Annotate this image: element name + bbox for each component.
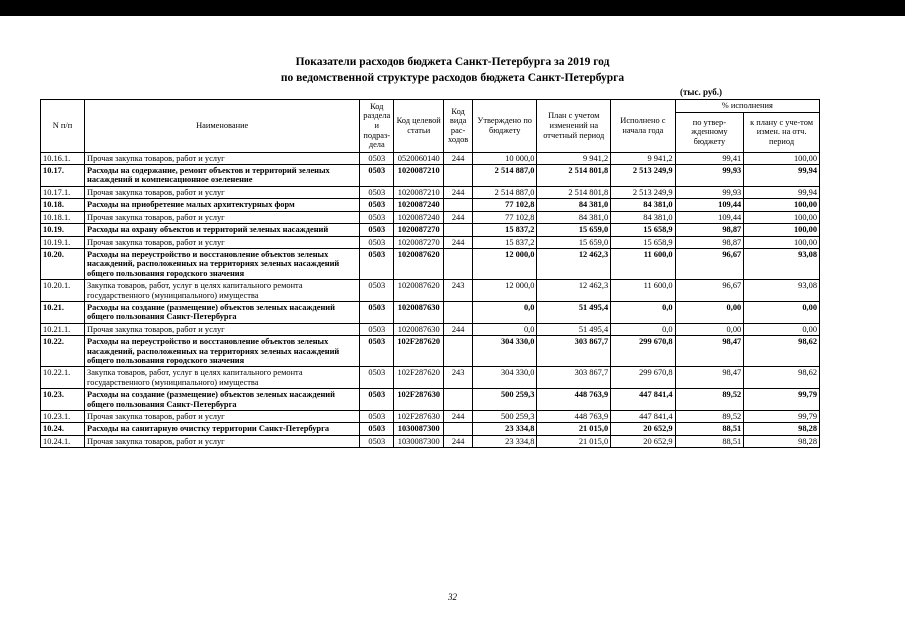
- row-percent-approved-cell: 98,87: [675, 236, 744, 248]
- row-target-code-cell: 102F287630: [394, 411, 444, 423]
- row-executed-cell: 2 513 249,9: [611, 165, 675, 187]
- row-kind-code-cell: [444, 224, 473, 236]
- page-number: 32: [448, 592, 457, 602]
- row-executed-cell: 20 652,9: [611, 423, 675, 435]
- row-kind-code-cell: [444, 389, 473, 411]
- row-section-code-cell: 0503: [360, 165, 394, 187]
- row-percent-plan-cell: 100,00: [744, 211, 820, 223]
- row-number-cell: 10.19.: [41, 224, 85, 236]
- row-executed-cell: 0,0: [611, 323, 675, 335]
- table-row: [41, 152, 820, 164]
- row-plan-cell: 2 514 801,8: [537, 186, 611, 198]
- table-row: [41, 186, 820, 198]
- row-kind-code-cell: 244: [444, 152, 473, 164]
- row-section-code-cell: 0503: [360, 301, 394, 323]
- row-approved-cell: 10 000,0: [472, 152, 536, 164]
- row-executed-cell: 9 941,2: [611, 152, 675, 164]
- row-executed-cell: 20 652,9: [611, 435, 675, 447]
- header-approved: Утверждено по бюджету: [472, 100, 536, 153]
- row-approved-cell: 0,0: [472, 301, 536, 323]
- row-percent-plan-cell: 98,62: [744, 367, 820, 389]
- row-percent-plan-cell: 100,00: [744, 199, 820, 211]
- row-kind-code-cell: [444, 336, 473, 367]
- row-name-cell: Закупка товаров, работ, услуг в целях капитального ремонта государственного (муниципального) имущества: [85, 367, 360, 389]
- row-name-cell: Прочая закупка товаров, работ и услуг: [85, 186, 360, 198]
- row-section-code-cell: 0503: [360, 280, 394, 302]
- row-kind-code-cell: 243: [444, 367, 473, 389]
- row-plan-cell: 448 763,9: [537, 411, 611, 423]
- row-percent-approved-cell: 98,87: [675, 224, 744, 236]
- table-row: [41, 280, 820, 302]
- row-approved-cell: 15 837,2: [472, 236, 536, 248]
- row-approved-cell: 23 334,8: [472, 423, 536, 435]
- row-section-code-cell: 0503: [360, 186, 394, 198]
- row-percent-approved-cell: 96,67: [675, 248, 744, 279]
- row-approved-cell: 77 102,8: [472, 211, 536, 223]
- row-target-code-cell: 0520060140: [394, 152, 444, 164]
- row-executed-cell: 447 841,4: [611, 411, 675, 423]
- row-percent-plan-cell: 99,79: [744, 389, 820, 411]
- row-kind-code-cell: 244: [444, 186, 473, 198]
- row-plan-cell: 2 514 801,8: [537, 165, 611, 187]
- row-target-code-cell: 1020087210: [394, 165, 444, 187]
- row-percent-plan-cell: 0,00: [744, 301, 820, 323]
- row-approved-cell: 15 837,2: [472, 224, 536, 236]
- header-executed: Исполнено с начала года: [611, 100, 675, 153]
- row-name-cell: Прочая закупка товаров, работ и услуг: [85, 152, 360, 164]
- row-section-code-cell: 0503: [360, 211, 394, 223]
- table-row: [41, 236, 820, 248]
- row-kind-code-cell: [444, 165, 473, 187]
- table-body: [41, 152, 820, 448]
- row-number-cell: 10.22.1.: [41, 367, 85, 389]
- row-approved-cell: 12 000,0: [472, 248, 536, 279]
- row-target-code-cell: 1020087630: [394, 323, 444, 335]
- row-percent-approved-cell: 98,47: [675, 367, 744, 389]
- row-target-code-cell: 1020087270: [394, 224, 444, 236]
- table-row: [41, 411, 820, 423]
- row-number-cell: 10.22.: [41, 336, 85, 367]
- row-target-code-cell: 1020087270: [394, 236, 444, 248]
- row-executed-cell: 11 600,0: [611, 280, 675, 302]
- row-plan-cell: 303 867,7: [537, 367, 611, 389]
- row-plan-cell: 15 659,0: [537, 224, 611, 236]
- row-plan-cell: 448 763,9: [537, 389, 611, 411]
- row-section-code-cell: 0503: [360, 367, 394, 389]
- row-executed-cell: 447 841,4: [611, 389, 675, 411]
- row-name-cell: Закупка товаров, работ, услуг в целях капитального ремонта государственного (муниципального) имущества: [85, 280, 360, 302]
- table-row: [41, 301, 820, 323]
- row-number-cell: 10.16.1.: [41, 152, 85, 164]
- row-name-cell: Прочая закупка товаров, работ и услуг: [85, 323, 360, 335]
- row-plan-cell: 84 381,0: [537, 199, 611, 211]
- row-percent-plan-cell: 99,94: [744, 186, 820, 198]
- row-percent-plan-cell: 99,94: [744, 165, 820, 187]
- row-name-cell: Расходы на переустройство и восстановление объектов зеленых насаждений, расположенных на территориях зеленых насаждений общего пользования городского значения: [85, 248, 360, 279]
- row-executed-cell: 84 381,0: [611, 211, 675, 223]
- row-number-cell: 10.20.: [41, 248, 85, 279]
- table-row: [41, 199, 820, 211]
- row-section-code-cell: 0503: [360, 152, 394, 164]
- row-target-code-cell: 102F287620: [394, 367, 444, 389]
- row-executed-cell: 299 670,8: [611, 367, 675, 389]
- header-percent-group: % исполнения: [675, 100, 819, 113]
- row-name-cell: Расходы на содержание, ремонт объектов и территорий зеленых насаждений и компенсационное озеленение: [85, 165, 360, 187]
- row-executed-cell: 15 658,9: [611, 236, 675, 248]
- table-row: [41, 323, 820, 335]
- table-row: [41, 224, 820, 236]
- row-number-cell: 10.17.1.: [41, 186, 85, 198]
- row-number-cell: 10.21.1.: [41, 323, 85, 335]
- header-percent-plan: к плану с уче-том измен. на отч. период: [744, 112, 820, 152]
- page-subtitle: по ведомственной структуре расходов бюджета Санкт-Петербурга: [280, 72, 625, 84]
- scan-top-border: [0, 0, 905, 16]
- row-percent-approved-cell: 96,67: [675, 280, 744, 302]
- row-name-cell: Прочая закупка товаров, работ и услуг: [85, 435, 360, 447]
- row-kind-code-cell: 244: [444, 435, 473, 447]
- table-row: [41, 423, 820, 435]
- row-approved-cell: 23 334,8: [472, 435, 536, 447]
- row-name-cell: Расходы на приобретение малых архитектурных форм: [85, 199, 360, 211]
- row-percent-approved-cell: 98,47: [675, 336, 744, 367]
- row-target-code-cell: 1030087300: [394, 435, 444, 447]
- row-approved-cell: 304 330,0: [472, 367, 536, 389]
- budget-table: [40, 99, 820, 448]
- row-section-code-cell: 0503: [360, 423, 394, 435]
- table-row: [41, 211, 820, 223]
- row-target-code-cell: 1020087240: [394, 199, 444, 211]
- header-kind-code: Код вида рас-ходов: [444, 100, 473, 153]
- row-plan-cell: 9 941,2: [537, 152, 611, 164]
- row-name-cell: Расходы на санитарную очистку территории Санкт-Петербурга: [85, 423, 360, 435]
- row-approved-cell: 2 514 887,0: [472, 165, 536, 187]
- row-kind-code-cell: 244: [444, 211, 473, 223]
- row-name-cell: Прочая закупка товаров, работ и услуг: [85, 211, 360, 223]
- table-row: [41, 165, 820, 187]
- table-row: [41, 389, 820, 411]
- row-kind-code-cell: 244: [444, 411, 473, 423]
- row-section-code-cell: 0503: [360, 411, 394, 423]
- row-percent-plan-cell: 100,00: [744, 236, 820, 248]
- row-kind-code-cell: [444, 423, 473, 435]
- row-percent-approved-cell: 99,41: [675, 152, 744, 164]
- row-kind-code-cell: 243: [444, 280, 473, 302]
- row-approved-cell: 77 102,8: [472, 199, 536, 211]
- row-section-code-cell: 0503: [360, 199, 394, 211]
- row-approved-cell: 304 330,0: [472, 336, 536, 367]
- row-executed-cell: 84 381,0: [611, 199, 675, 211]
- row-executed-cell: 11 600,0: [611, 248, 675, 279]
- row-plan-cell: 15 659,0: [537, 236, 611, 248]
- header-num: N п/п: [41, 100, 85, 153]
- header-plan: План с учетом изменений на отчетный период: [537, 100, 611, 153]
- row-percent-approved-cell: 89,52: [675, 389, 744, 411]
- row-approved-cell: 12 000,0: [472, 280, 536, 302]
- row-number-cell: 10.21.: [41, 301, 85, 323]
- row-kind-code-cell: 244: [444, 236, 473, 248]
- row-kind-code-cell: [444, 199, 473, 211]
- row-name-cell: Прочая закупка товаров, работ и услуг: [85, 411, 360, 423]
- row-plan-cell: 12 462,3: [537, 280, 611, 302]
- row-percent-plan-cell: 100,00: [744, 224, 820, 236]
- row-section-code-cell: 0503: [360, 224, 394, 236]
- row-number-cell: 10.20.1.: [41, 280, 85, 302]
- row-target-code-cell: 1020087630: [394, 301, 444, 323]
- row-number-cell: 10.23.: [41, 389, 85, 411]
- row-section-code-cell: 0503: [360, 236, 394, 248]
- row-approved-cell: 2 514 887,0: [472, 186, 536, 198]
- row-target-code-cell: 1030087300: [394, 423, 444, 435]
- row-plan-cell: 21 015,0: [537, 435, 611, 447]
- header-target-code: Код целевой статьи: [394, 100, 444, 153]
- row-plan-cell: 21 015,0: [537, 423, 611, 435]
- row-number-cell: 10.18.: [41, 199, 85, 211]
- row-percent-approved-cell: 109,44: [675, 199, 744, 211]
- row-percent-approved-cell: 88,51: [675, 435, 744, 447]
- row-section-code-cell: 0503: [360, 336, 394, 367]
- row-executed-cell: 2 513 249,9: [611, 186, 675, 198]
- row-section-code-cell: 0503: [360, 323, 394, 335]
- row-name-cell: Расходы на переустройство и восстановление объектов зеленых насаждений, расположенных на территориях зеленых насаждений общего пользования городского значения: [85, 336, 360, 367]
- row-number-cell: 10.18.1.: [41, 211, 85, 223]
- row-percent-plan-cell: 93,08: [744, 248, 820, 279]
- header-name: Наименование: [85, 100, 360, 153]
- row-plan-cell: 303 867,7: [537, 336, 611, 367]
- row-percent-approved-cell: 99,93: [675, 186, 744, 198]
- row-kind-code-cell: [444, 248, 473, 279]
- row-name-cell: Расходы на создание (размещение) объектов зеленых насаждений общего пользования Санкт-Петербурга: [85, 389, 360, 411]
- row-number-cell: 10.24.: [41, 423, 85, 435]
- row-target-code-cell: 1020087210: [394, 186, 444, 198]
- header-section-code: Код раздела и подраз-дела: [360, 100, 394, 153]
- unit-label: (тыс. руб.): [680, 87, 722, 97]
- row-approved-cell: 500 259,3: [472, 389, 536, 411]
- row-target-code-cell: 1020087240: [394, 211, 444, 223]
- row-name-cell: Расходы на охрану объектов и территорий зеленых насаждений: [85, 224, 360, 236]
- table-row: [41, 367, 820, 389]
- row-number-cell: 10.19.1.: [41, 236, 85, 248]
- row-percent-plan-cell: 98,62: [744, 336, 820, 367]
- row-target-code-cell: 1020087620: [394, 248, 444, 279]
- row-section-code-cell: 0503: [360, 435, 394, 447]
- row-section-code-cell: 0503: [360, 389, 394, 411]
- row-plan-cell: 12 462,3: [537, 248, 611, 279]
- row-percent-approved-cell: 0,00: [675, 301, 744, 323]
- row-plan-cell: 51 495,4: [537, 323, 611, 335]
- row-section-code-cell: 0503: [360, 248, 394, 279]
- header-percent-approved: по утвер-жденному бюджету: [675, 112, 744, 152]
- row-name-cell: Прочая закупка товаров, работ и услуг: [85, 236, 360, 248]
- row-percent-approved-cell: 88,51: [675, 423, 744, 435]
- row-plan-cell: 84 381,0: [537, 211, 611, 223]
- row-percent-approved-cell: 99,93: [675, 165, 744, 187]
- row-target-code-cell: 102F287630: [394, 389, 444, 411]
- row-executed-cell: 0,0: [611, 301, 675, 323]
- row-number-cell: 10.24.1.: [41, 435, 85, 447]
- row-approved-cell: 500 259,3: [472, 411, 536, 423]
- row-name-cell: Расходы на создание (размещение) объектов зеленых насаждений общего пользования Санкт-Петербурга: [85, 301, 360, 323]
- page-title: Показатели расходов бюджета Санкт-Петербурга за 2019 год: [295, 56, 610, 68]
- row-kind-code-cell: [444, 301, 473, 323]
- row-percent-plan-cell: 93,08: [744, 280, 820, 302]
- row-target-code-cell: 102F287620: [394, 336, 444, 367]
- row-target-code-cell: 1020087620: [394, 280, 444, 302]
- row-number-cell: 10.23.1.: [41, 411, 85, 423]
- row-percent-approved-cell: 89,52: [675, 411, 744, 423]
- row-percent-plan-cell: 99,79: [744, 411, 820, 423]
- row-percent-approved-cell: 0,00: [675, 323, 744, 335]
- row-percent-approved-cell: 109,44: [675, 211, 744, 223]
- row-percent-plan-cell: 98,28: [744, 435, 820, 447]
- row-percent-plan-cell: 0,00: [744, 323, 820, 335]
- row-executed-cell: 299 670,8: [611, 336, 675, 367]
- row-percent-plan-cell: 100,00: [744, 152, 820, 164]
- table-row: [41, 435, 820, 447]
- row-approved-cell: 0,0: [472, 323, 536, 335]
- row-plan-cell: 51 495,4: [537, 301, 611, 323]
- table-row: [41, 248, 820, 279]
- row-executed-cell: 15 658,9: [611, 224, 675, 236]
- table-row: [41, 336, 820, 367]
- row-kind-code-cell: 244: [444, 323, 473, 335]
- row-percent-plan-cell: 98,28: [744, 423, 820, 435]
- row-number-cell: 10.17.: [41, 165, 85, 187]
